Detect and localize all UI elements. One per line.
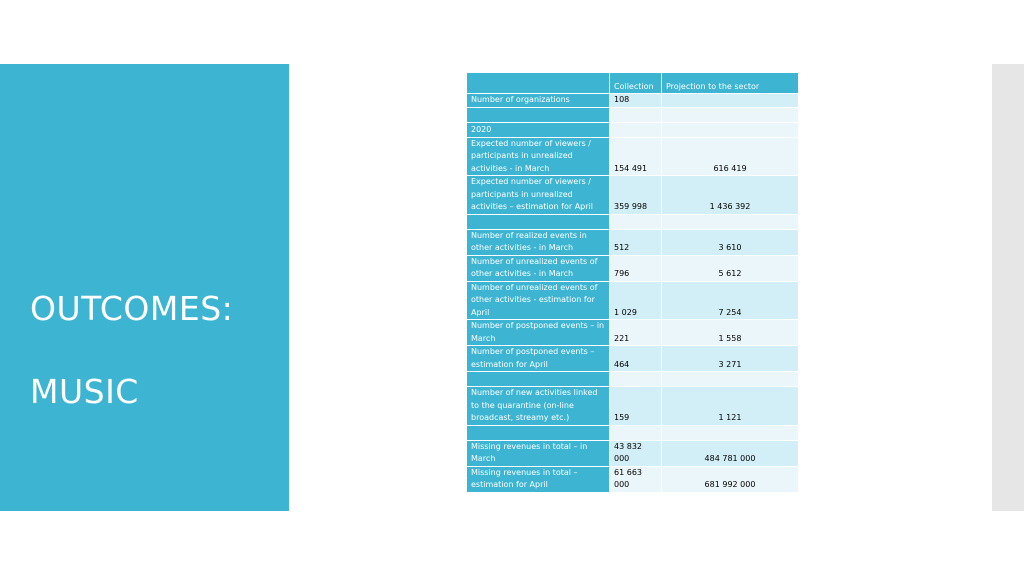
slide-subtitle: MUSIC xyxy=(30,372,139,411)
collection-value: 221 xyxy=(610,320,662,346)
row-label: 2020 xyxy=(467,122,610,137)
row-label xyxy=(467,107,610,122)
table-row xyxy=(467,255,799,281)
projection-value: 3 271 xyxy=(662,346,799,372)
row-label: Number of unrealized events of other activities - estimation for April xyxy=(467,281,610,320)
table-row xyxy=(467,137,799,176)
projection-value xyxy=(662,122,799,137)
table-row xyxy=(467,425,799,440)
row-label: Expected number of viewers / participants in unrealized activities - in March xyxy=(467,137,610,176)
row-label xyxy=(467,372,610,387)
collection-value: 108 xyxy=(610,94,662,108)
projection-value: 484 781 000 xyxy=(662,440,799,466)
row-label: Number of new activities linked to the quarantine (on-line broadcast, streamy etc.) xyxy=(467,387,610,426)
row-label xyxy=(467,214,610,229)
table-row xyxy=(467,122,799,137)
collection-value: 796 xyxy=(610,255,662,281)
collection-value xyxy=(610,372,662,387)
outcomes-table xyxy=(466,72,799,493)
table-row xyxy=(467,320,799,346)
projection-value: 1 121 xyxy=(662,387,799,426)
row-label: Number of postponed events – in March xyxy=(467,320,610,346)
table-row xyxy=(467,346,799,372)
table-header-cell: Collection xyxy=(610,73,662,94)
table-row xyxy=(467,281,799,320)
collection-value xyxy=(610,214,662,229)
collection-value: 154 491 xyxy=(610,137,662,176)
row-label: Number of organizations xyxy=(467,94,610,108)
collection-value xyxy=(610,122,662,137)
collection-value: 159 xyxy=(610,387,662,426)
table-row xyxy=(467,107,799,122)
projection-value: 7 254 xyxy=(662,281,799,320)
projection-value: 681 992 000 xyxy=(662,466,799,492)
projection-value: 5 612 xyxy=(662,255,799,281)
projection-value: 616 419 xyxy=(662,137,799,176)
row-label xyxy=(467,425,610,440)
collection-value: 61 663 000 xyxy=(610,466,662,492)
projection-value xyxy=(662,107,799,122)
row-label: Missing revenues in total – estimation for April xyxy=(467,466,610,492)
table-header-row xyxy=(467,73,799,94)
collection-value: 464 xyxy=(610,346,662,372)
collection-value xyxy=(610,107,662,122)
scrollbar-track[interactable] xyxy=(992,64,1024,511)
projection-value xyxy=(662,425,799,440)
projection-value xyxy=(662,372,799,387)
row-label: Number of realized events in other activities - in March xyxy=(467,229,610,255)
table-header-cell xyxy=(467,73,610,94)
projection-value: 3 610 xyxy=(662,229,799,255)
row-label: Number of postponed events – estimation for April xyxy=(467,346,610,372)
collection-value xyxy=(610,425,662,440)
collection-value: 512 xyxy=(610,229,662,255)
table-header-cell: Projection to the sector xyxy=(662,73,799,94)
projection-value: 1 436 392 xyxy=(662,176,799,215)
projection-value xyxy=(662,214,799,229)
collection-value: 359 998 xyxy=(610,176,662,215)
table-row xyxy=(467,387,799,426)
table-row xyxy=(467,372,799,387)
projection-value: 1 558 xyxy=(662,320,799,346)
title-panel xyxy=(0,64,289,511)
table-row xyxy=(467,466,799,492)
collection-value: 43 832 000 xyxy=(610,440,662,466)
row-label: Missing revenues in total – in March xyxy=(467,440,610,466)
projection-value xyxy=(662,94,799,108)
collection-value: 1 029 xyxy=(610,281,662,320)
table-row xyxy=(467,214,799,229)
slide-title: OUTCOMES: xyxy=(30,289,234,328)
row-label: Expected number of viewers / participants in unrealized activities – estimation for April xyxy=(467,176,610,215)
row-label: Number of unrealized events of other activities - in March xyxy=(467,255,610,281)
table-row xyxy=(467,229,799,255)
table-row xyxy=(467,440,799,466)
table-row xyxy=(467,176,799,215)
table-row xyxy=(467,94,799,108)
